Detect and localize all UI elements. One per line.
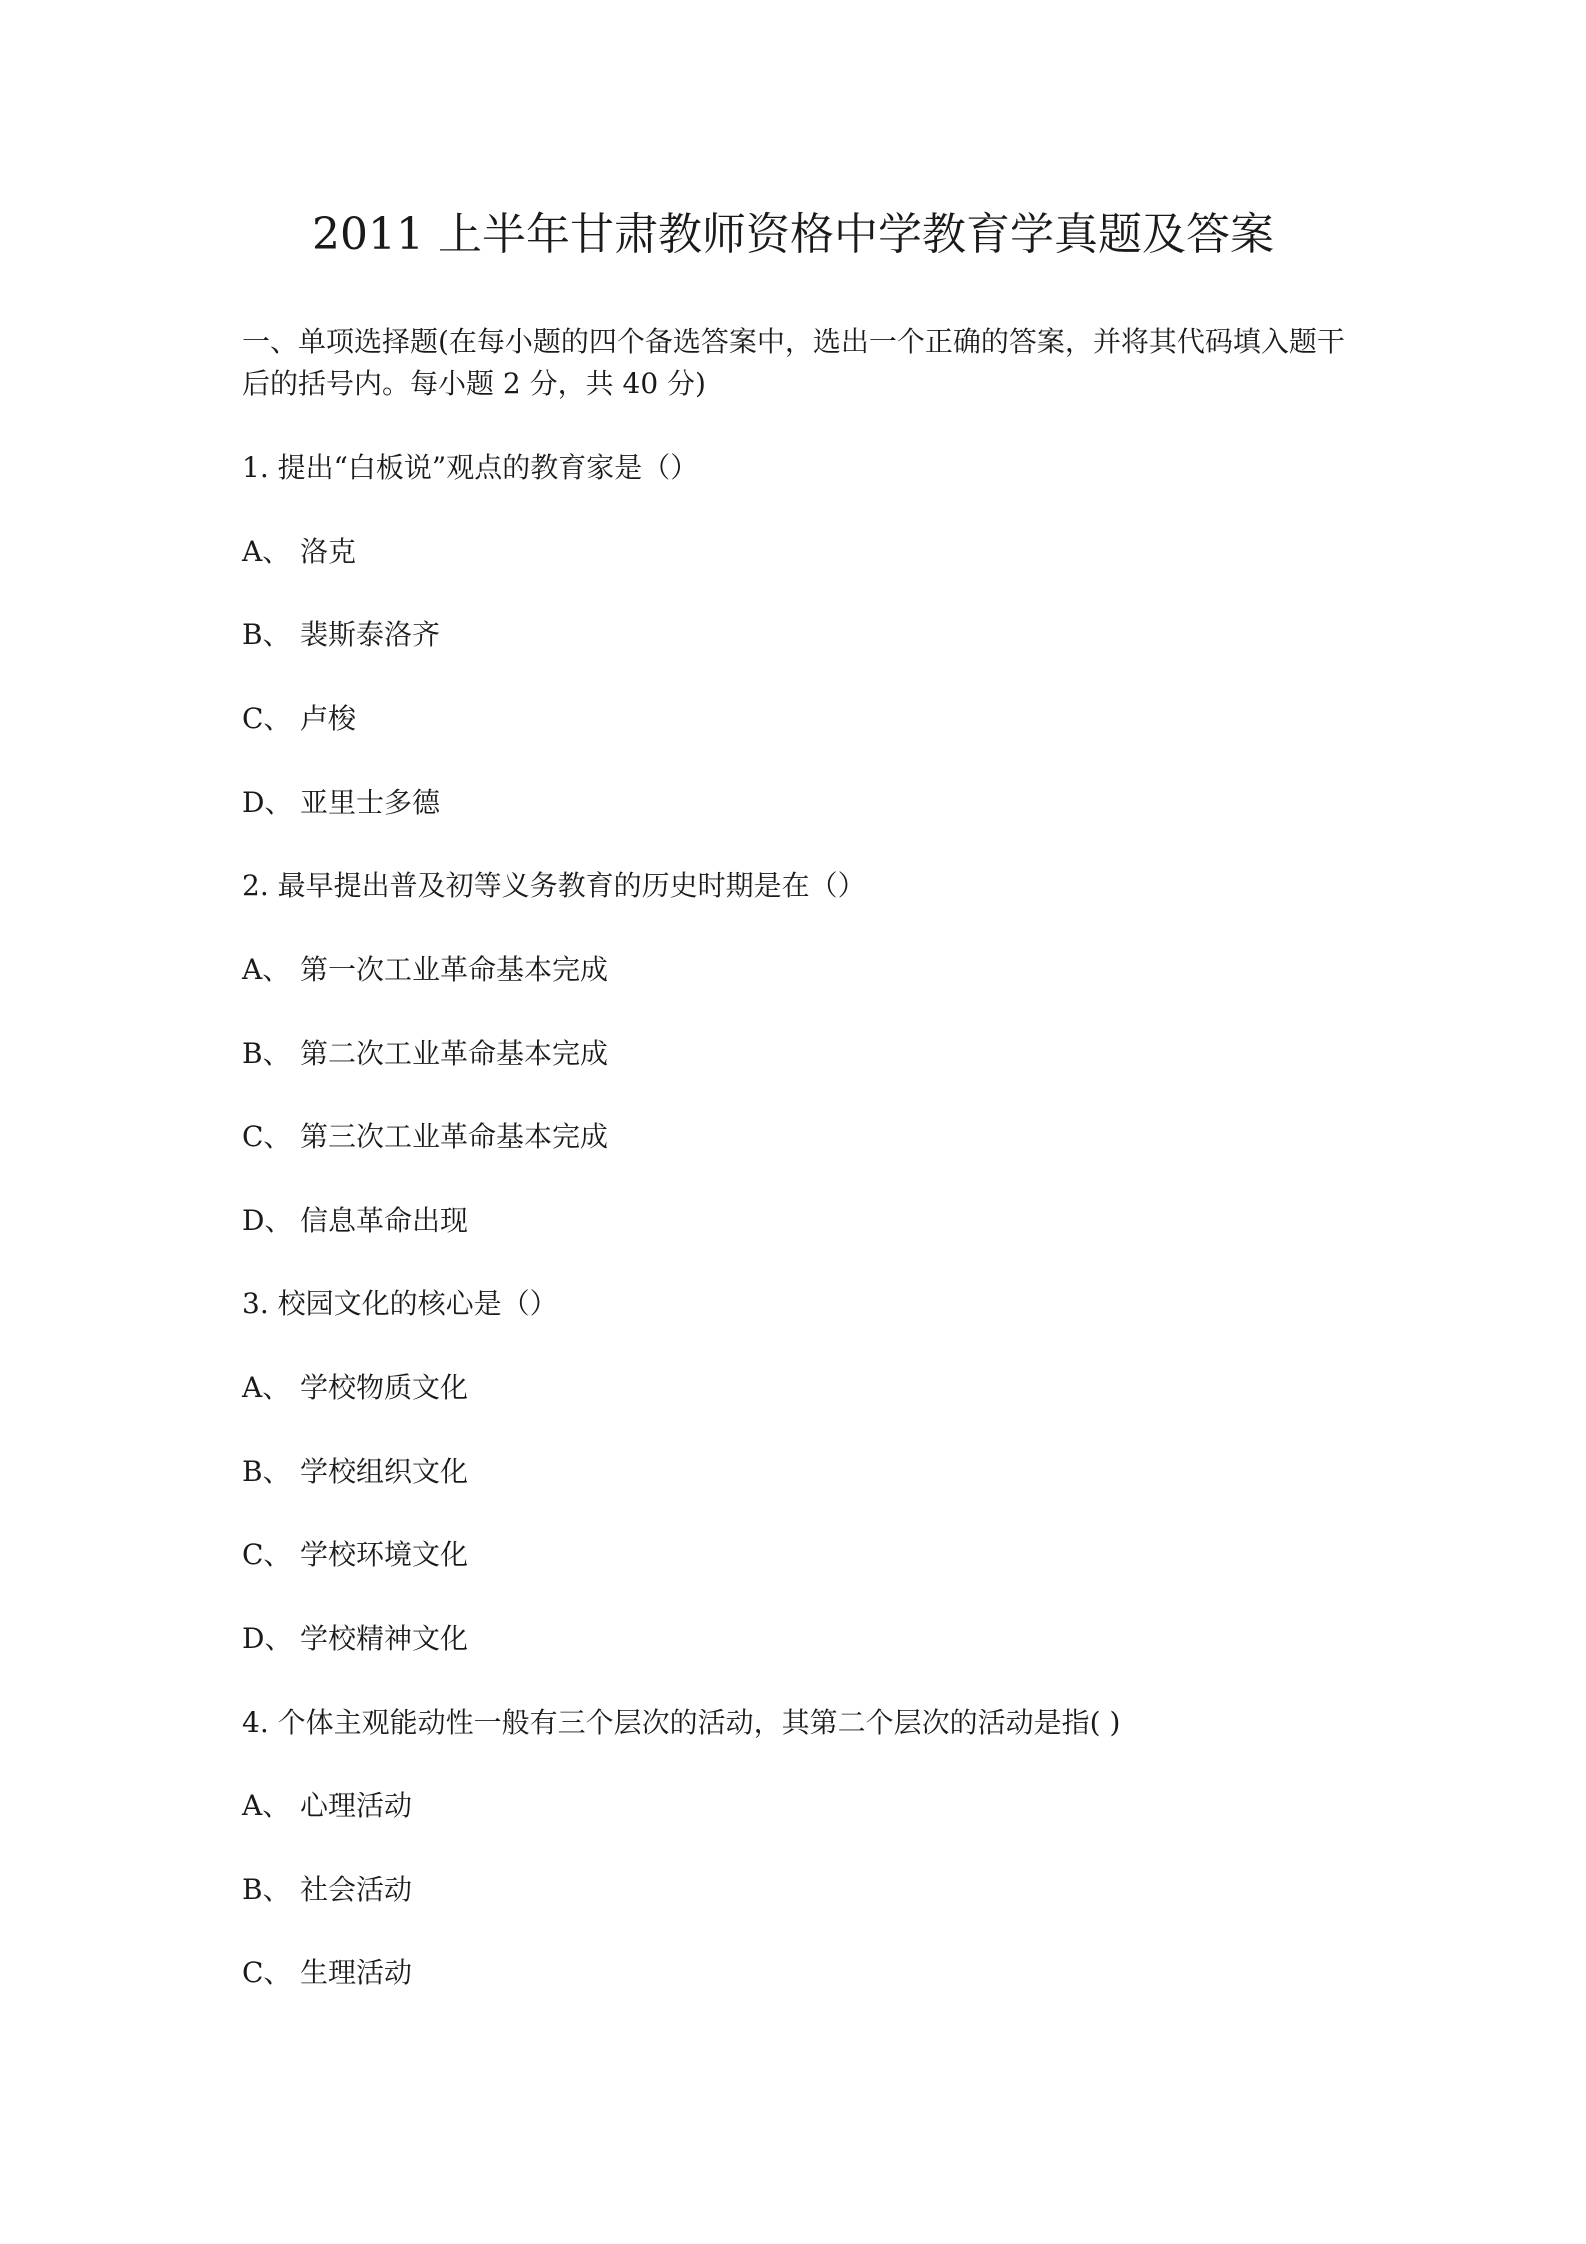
question-stem-1: 1. 提出“白板说”观点的教育家是（） bbox=[242, 451, 699, 484]
option-letter: C、 bbox=[242, 1120, 292, 1153]
option-text: 学校物质文化 bbox=[300, 1371, 469, 1404]
option-letter: D、 bbox=[242, 1204, 293, 1237]
question-4-option-b bbox=[242, 1870, 412, 1910]
option-letter: D、 bbox=[242, 786, 293, 819]
instructions-line-1: 一、单项选择题(在每小题的四个备选答案中，选出一个正确的答案，并将其代码填入题干 bbox=[242, 325, 1345, 358]
option-letter: B、 bbox=[242, 1037, 291, 1070]
question-3-option-a bbox=[242, 1368, 468, 1408]
option-text: 信息革命出现 bbox=[300, 1204, 469, 1237]
option-text: 亚里士多德 bbox=[300, 786, 441, 819]
option-text: 第三次工业革命基本完成 bbox=[300, 1120, 609, 1153]
option-text: 洛克 bbox=[300, 535, 357, 568]
question-stem-2: 2. 最早提出普及初等义务教育的历史时期是在（） bbox=[242, 869, 866, 902]
question-stem-3: 3. 校园文化的核心是（） bbox=[242, 1287, 558, 1320]
option-letter: C、 bbox=[242, 702, 292, 735]
question-2-option-d bbox=[242, 1201, 468, 1241]
question-1-option-a bbox=[242, 532, 356, 572]
option-text: 学校环境文化 bbox=[300, 1538, 469, 1571]
question-1-option-d bbox=[242, 783, 440, 823]
question-2-option-b bbox=[242, 1034, 608, 1074]
option-letter: A、 bbox=[242, 1789, 291, 1822]
option-text: 生理活动 bbox=[300, 1956, 413, 1989]
option-text: 心理活动 bbox=[300, 1789, 413, 1822]
instructions-line-2: 后的括号内。每小题 2 分，共 40 分) bbox=[242, 367, 706, 400]
option-text: 学校精神文化 bbox=[300, 1622, 469, 1655]
question-1-option-b bbox=[242, 615, 440, 655]
option-letter: D、 bbox=[242, 1622, 293, 1655]
question-4-option-c bbox=[242, 1953, 412, 1993]
question-1-option-c bbox=[242, 699, 356, 739]
question-3-option-c bbox=[242, 1535, 468, 1575]
question-3-option-b bbox=[242, 1452, 468, 1492]
question-2-option-a bbox=[242, 950, 608, 990]
option-letter: A、 bbox=[242, 953, 291, 986]
option-text: 第一次工业革命基本完成 bbox=[300, 953, 609, 986]
option-letter: C、 bbox=[242, 1538, 292, 1571]
option-letter: B、 bbox=[242, 1873, 291, 1906]
document-title: 2011 上半年甘肃教师资格中学教育学真题及答案 bbox=[312, 209, 1274, 260]
question-3-option-d bbox=[242, 1619, 468, 1659]
option-text: 第二次工业革命基本完成 bbox=[300, 1037, 609, 1070]
question-stem-4: 4. 个体主观能动性一般有三个层次的活动，其第二个层次的活动是指( ) bbox=[242, 1706, 1121, 1739]
option-text: 学校组织文化 bbox=[300, 1455, 469, 1488]
option-letter: A、 bbox=[242, 1371, 291, 1404]
option-letter: B、 bbox=[242, 1455, 291, 1488]
option-text: 卢梭 bbox=[300, 702, 357, 735]
option-letter: B、 bbox=[242, 618, 291, 651]
option-text: 裴斯泰洛齐 bbox=[300, 618, 441, 651]
option-text: 社会活动 bbox=[300, 1873, 413, 1906]
question-4-option-a bbox=[242, 1786, 412, 1826]
option-letter: A、 bbox=[242, 535, 291, 568]
question-2-option-c bbox=[242, 1117, 608, 1157]
option-letter: C、 bbox=[242, 1956, 292, 1989]
